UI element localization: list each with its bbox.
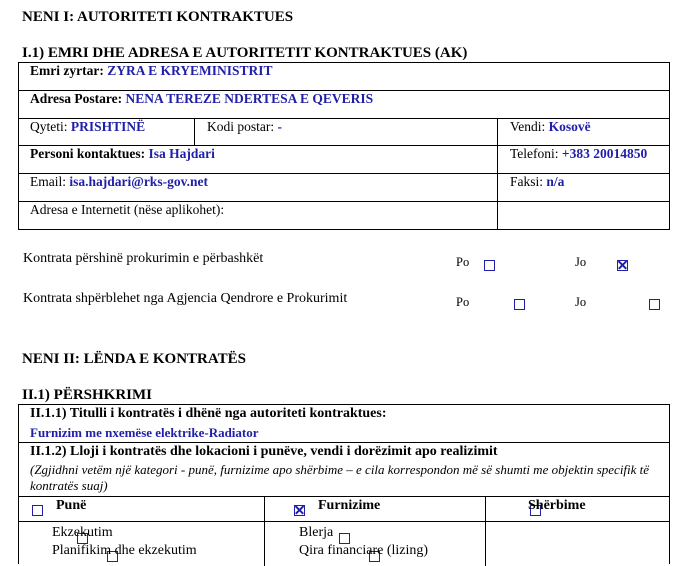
ekzekutim-label: Ekzekutim [52, 525, 113, 540]
central-agency-po-checkbox[interactable] [514, 299, 525, 310]
divider-1 [19, 442, 669, 443]
pune-checkbox[interactable] [32, 505, 43, 516]
contract-type-label: II.1.2) Lloji i kontratës dhe lokacioni i punëve, vendi i dorëzimit apo realizimit [30, 444, 498, 459]
contact-person-value: Isa Hajdari [148, 146, 215, 161]
phone-value: +383 20014850 [561, 146, 648, 161]
official-name-cell: Emri zyrtar: ZYRA E KRYEMINISTRIT [19, 63, 670, 91]
pune-label: Punë [56, 498, 87, 513]
central-agency-po-label: Po [456, 295, 470, 309]
planifikim-label: Planifikim dhe ekzekutim [52, 543, 197, 558]
joint-procurement-jo-checkbox[interactable] [617, 260, 628, 271]
central-agency-question: Kontrata shpërblehet nga Agjencia Qendrore e Prokurimit [23, 291, 348, 306]
contract-type-note: (Zgjidhni vetëm një kategori - punë, furnizime apo shërbime – e cila korrespondon më së shumti me objektin specifik të kontratës suaj) [30, 462, 650, 493]
fax-value: n/a [546, 174, 565, 189]
authority-table [18, 62, 670, 230]
internet-address-cell: Adresa e Internetit (nëse aplikohet): [19, 202, 498, 230]
furnizime-checkbox[interactable] [294, 505, 305, 516]
country-cell: Vendi: Kosovë [498, 119, 670, 146]
col-divider-1 [264, 496, 265, 566]
city-value: PRISHTINË [70, 119, 146, 134]
email-value: isa.hajdari@rks-gov.net [69, 174, 208, 189]
contact-person-cell: Personi kontaktues: Isa Hajdari [19, 146, 498, 174]
internet-address-empty-cell [498, 202, 670, 230]
section-2-1-title: II.1) PËRSHKRIMI [22, 387, 153, 403]
contract-title-label: II.1.1) Titulli i kontratës i dhënë nga autoriteti kontraktues: [30, 406, 387, 421]
city-cell: Qyteti: PRISHTINË [19, 119, 195, 146]
description-box [18, 404, 670, 564]
joint-procurement-po-checkbox[interactable] [484, 260, 495, 271]
section-1-1-title: I.1) EMRI DHE ADRESA E AUTORITETIT KONTRAKTUES (AK) [22, 45, 468, 61]
joint-procurement-question: Kontrata përshinë prokurimin e përbashkët [23, 251, 264, 266]
postal-address-cell: Adresa Postare: NENA TEREZE NDERTESA E QEVERIS [19, 91, 670, 119]
furnizime-label: Furnizime [318, 498, 381, 513]
divider-3 [19, 521, 669, 522]
divider-2 [19, 496, 669, 497]
col-divider-2 [485, 496, 486, 566]
email-cell: Email: isa.hajdari@rks-gov.net [19, 174, 498, 202]
postal-address-value: NENA TEREZE NDERTESA E QEVERIS [125, 91, 374, 106]
sherbime-label: Shërbime [528, 498, 586, 513]
section-1-title: NENI I: AUTORITETI KONTRAKTUES [22, 9, 294, 25]
central-agency-jo-checkbox[interactable] [649, 299, 660, 310]
qira-label: Qira financiare (lizing) [299, 543, 429, 558]
section-2-title: NENI II: LËNDA E KONTRATËS [22, 351, 246, 367]
phone-cell: Telefoni: +383 20014850 [498, 146, 670, 174]
country-value: Kosovë [548, 119, 591, 134]
fax-cell: Faksi: n/a [498, 174, 670, 202]
joint-procurement-jo-label: Jo [575, 255, 587, 269]
contract-title-value: Furnizim me nxemëse elektrike-Radiator [30, 425, 259, 440]
official-name-value: ZYRA E KRYEMINISTRIT [107, 63, 273, 78]
joint-procurement-po-label: Po [456, 255, 470, 269]
postal-code-cell: Kodi postar: - [195, 119, 498, 146]
blerja-label: Blerja [299, 525, 334, 540]
postal-code-value: - [277, 119, 282, 134]
central-agency-jo-label: Jo [575, 295, 587, 309]
